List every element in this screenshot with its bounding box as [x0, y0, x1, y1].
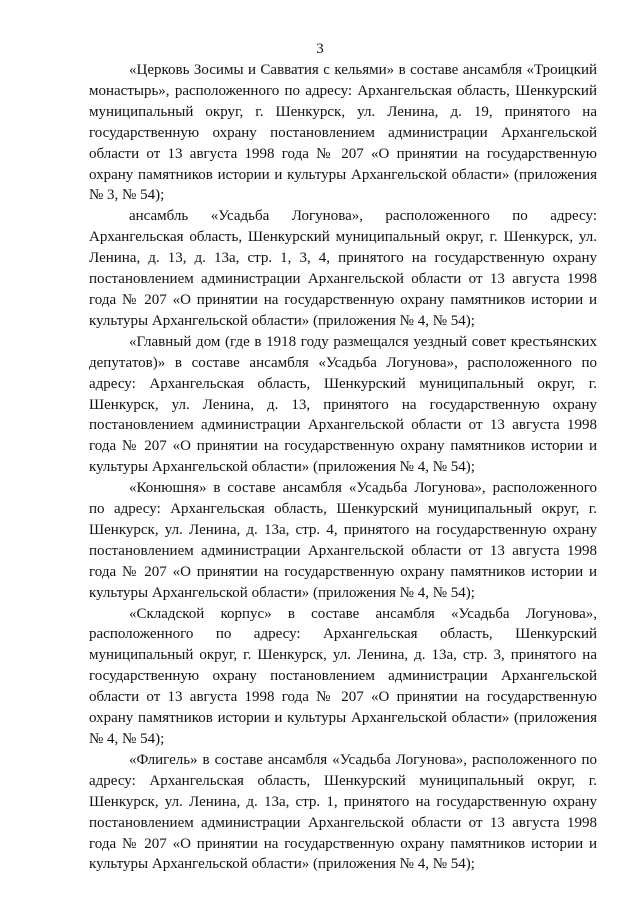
paragraph-ensemble-logunov: ансамбль «Усадьба Логунова», расположенного по адресу: Архангельская область, Шенкурский муниципальный округ, г. Шенкурск, ул. Ленина, д. 13, д. 13а, стр. 1, 3, 4, принятого на государственную охрану постановлением администрации Архангельской области от 13 августа 1998 года № 207 «О принятии на государственную охрану памятников истории и культуры Архангельской области» (приложения № 4, № 54);: [89, 208, 597, 329]
document-body: [89, 60, 597, 875]
paragraph-warehouse: «Складской корпус» в составе ансамбля «Усадьба Логунова», расположенного по адресу: Архангельская область, Шенкурский муниципальный округ, г. Шенкурск, ул. Ленина, д. 13а, стр. 3, принятого на государственную охрану постановлением администрации Архангельской области от 13 августа 1998 года № 207 «О принятии на государственную охрану памятников истории и культуры Архангельской области» (приложения № 4, № 54);: [89, 605, 597, 747]
page-number: 3: [316, 41, 324, 57]
paragraph-church-zosima: «Церковь Зосимы и Савватия с кельями» в составе ансамбля «Троицкий монастырь», расположенного по адресу: Архангельская область, Шенкурский муниципальный округ, г. Шенкурск, ул. Ленина, д. 19, принятого на государственную охрану постановлением администрации Архангельской области от 13 августа 1998 года № 207 «О принятии на государственную охрану памятников истории и культуры Архангельской области» (приложения № 3, № 54);: [89, 62, 597, 204]
paragraph-outbuilding: «Флигель» в составе ансамбля «Усадьба Логунова», расположенного по адресу: Архангельская область, Шенкурский муниципальный округ, г. Шенкурск, ул. Ленина, д. 13а, стр. 1, принятого на государственную охрану постановлением администрации Архангельской области от 13 августа 1998 года № 207 «О принятии на государственную охрану памятников истории и культуры Архангельской области» (приложения № 4, № 54);: [89, 751, 597, 873]
paragraph-stable: «Конюшня» в составе ансамбля «Усадьба Логунова», расположенного по адресу: Архангельская область, Шенкурский муниципальный округ, г. Шенкурск, ул. Ленина, д. 13а, стр. 4, принятого на государственную охрану постановлением администрации Архангельской области от 13 августа 1998 года № 207 «О принятии на государственную охрану памятников истории и культуры Архангельской области» (приложения № 4, № 54);: [89, 480, 597, 601]
paragraph-main-house: «Главный дом (где в 1918 году размещался уездный совет крестьянских депутатов)» в составе ансамбля «Усадьба Логунова», расположенного по адресу: Архангельская область, Шенкурский муниципальный округ, г. Шенкурск, ул. Ленина, д. 13, принятого на государственную охрану постановлением администрации Архангельской области от 13 августа 1998 года № 207 «О принятии на государственную охрану памятников истории и культуры Архангельской области» (приложения № 4, № 54);: [89, 333, 597, 476]
